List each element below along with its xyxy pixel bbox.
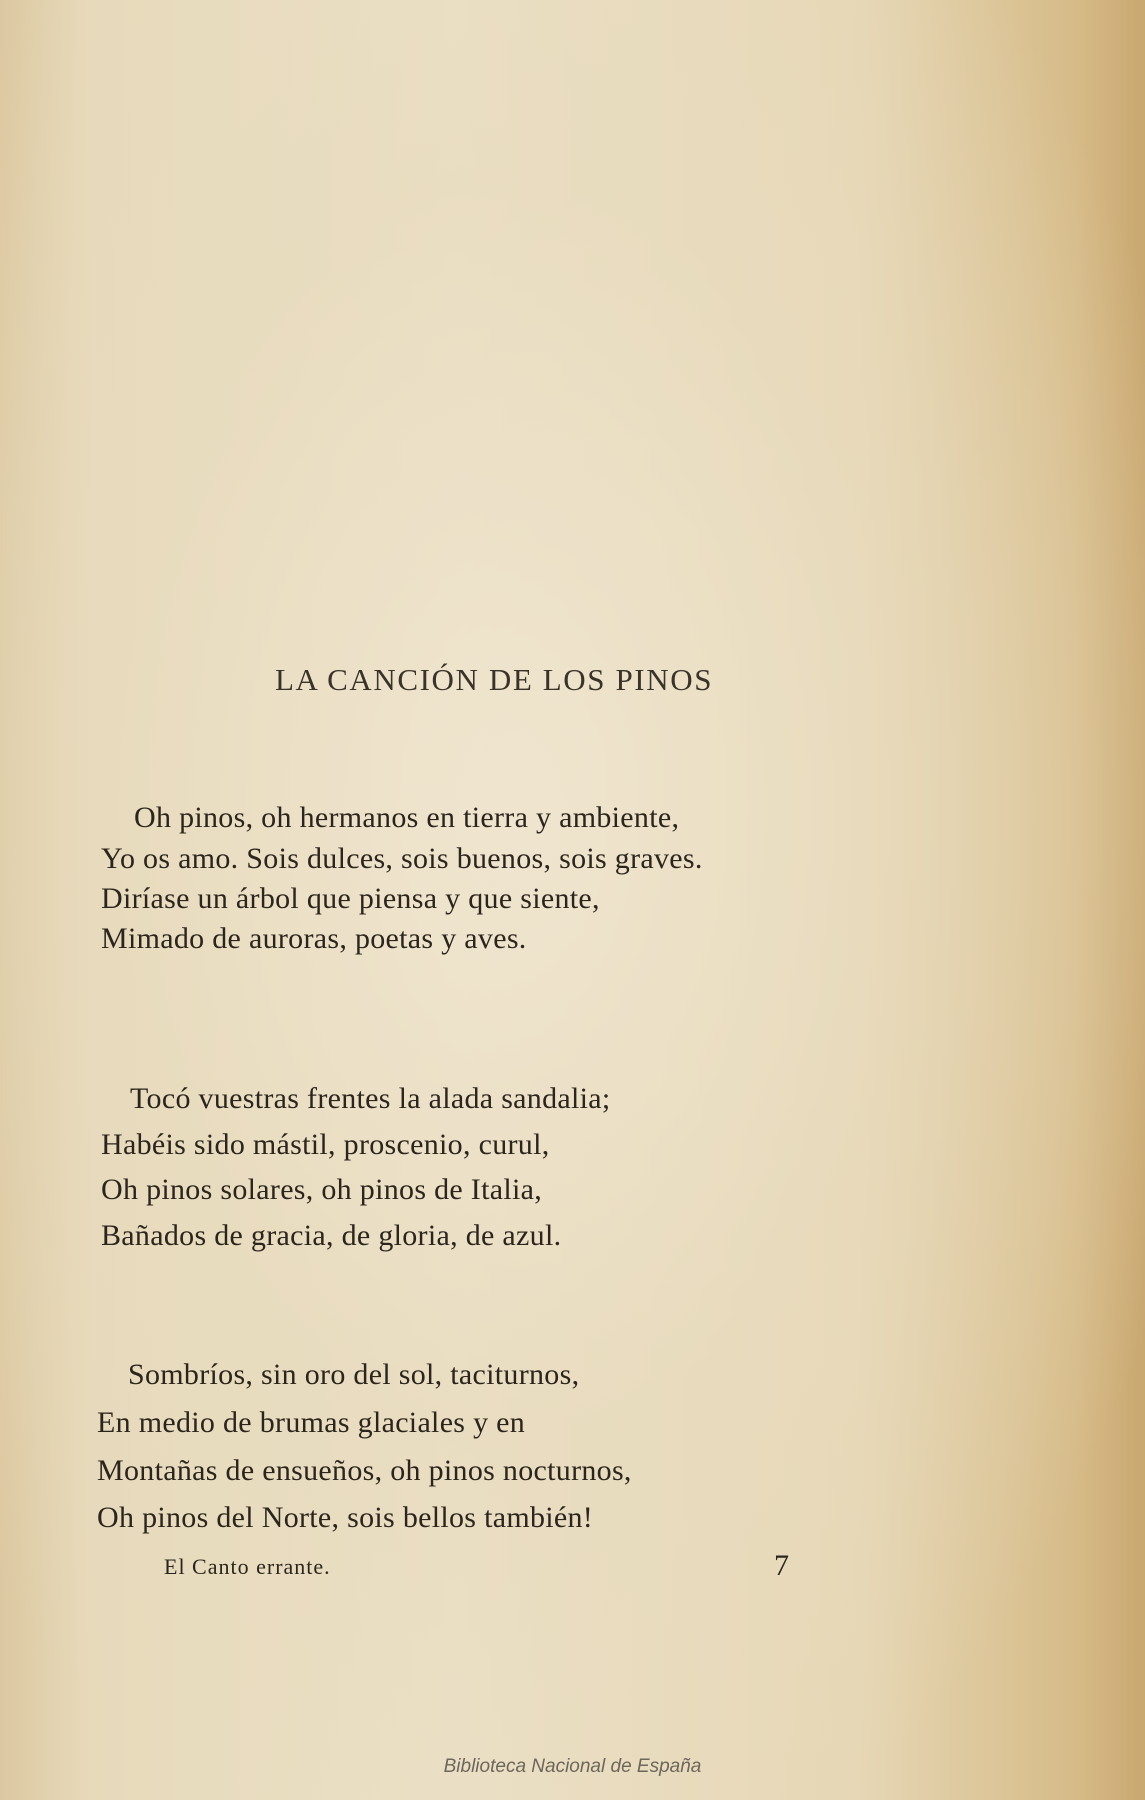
poem-title: LA CANCIÓN DE LOS PINOS [274,662,714,697]
page-number: 7 [774,1549,789,1582]
verse-line: Habéis sido mástil, proscenio, curul, [101,1128,550,1161]
verse-line: Mimado de auroras, poetas y aves. [101,922,527,955]
verse-line: Oh pinos del Norte, sois bellos también! [97,1501,594,1534]
verse-line: Oh pinos solares, oh pinos de Italia, [101,1173,543,1206]
verse-line: En medio de brumas glaciales y en [97,1406,526,1439]
signature-mark: El Canto errante. [164,1554,331,1579]
verse-line: Tocó vuestras frentes la alada sandalia; [130,1082,611,1115]
verse-line: Diríase un árbol que piensa y que siente, [101,882,600,915]
verse-line: Bañados de gracia, de gloria, de azul. [101,1219,562,1252]
verse-line: Yo os amo. Sois dulces, sois buenos, sois graves. [101,842,703,875]
verse-line: Oh pinos, oh hermanos en tierra y ambiente, [134,801,680,834]
verse-line: Sombríos, sin oro del sol, taciturnos, [128,1358,580,1391]
verse-line: Montañas de ensueños, oh pinos nocturnos, [97,1454,632,1487]
library-watermark: Biblioteca Nacional de España [443,1756,702,1777]
